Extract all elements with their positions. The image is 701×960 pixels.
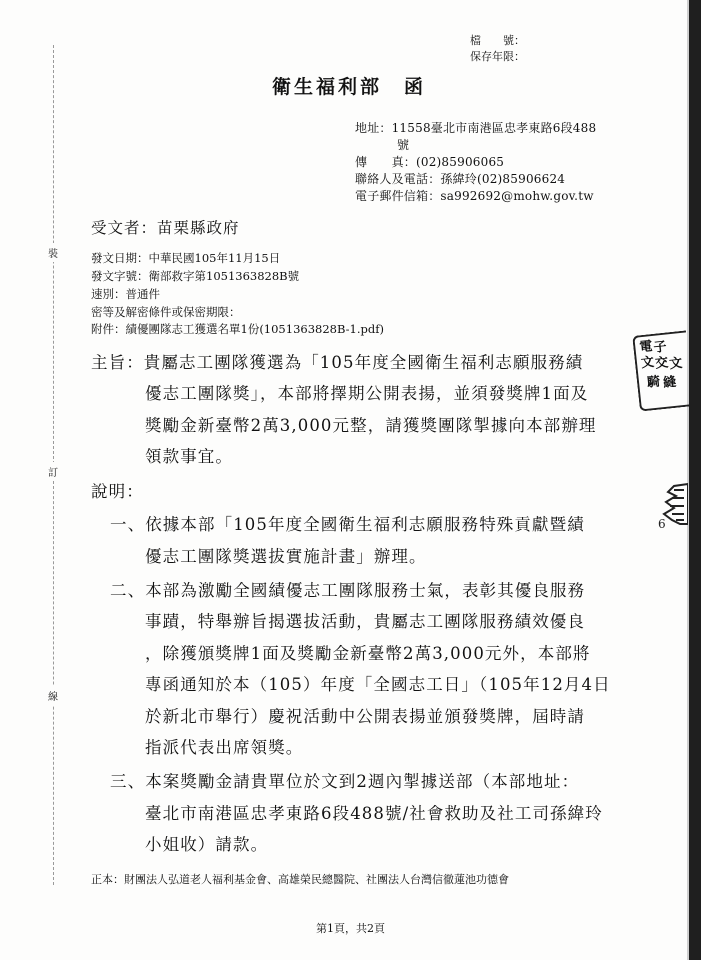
retention-period-label: 保存年限：	[470, 50, 525, 63]
explanation-line: ，除獲頒獎牌1面及獎勵金新臺幣2萬3,000元外，本部將	[145, 644, 591, 663]
explanation-line: 一、依據本部「105年度全國衛生福利志願服務特殊貢獻暨績	[110, 515, 585, 534]
stamp-char: 子	[652, 339, 668, 356]
stamp-char: 交	[654, 355, 669, 372]
explanation-line: 事蹟，特舉辦旨揭選拔活動，貴屬志工團隊服務績效優良	[145, 612, 585, 631]
subject-line: 獎勵金新臺幣2萬3,000元整，請獲獎團隊掣據向本部辦理	[145, 416, 597, 435]
subject-line: 優志工團隊獎」，本部將擇期公開表揚，並須發獎牌1面及	[145, 384, 589, 403]
explanation-line: 臺北市南港區忠孝東路6段488號/社會救助及社工司孫緯玲	[145, 804, 603, 823]
stamp-char: 騎	[646, 374, 661, 391]
binding-mark-zhuang: 裝	[48, 243, 58, 262]
secrecy-conditions: 密等及解密條件或保密期限：	[91, 305, 241, 319]
explanation-line: 三、本案獎勵金請貴單位於文到2週內掣據送部（本部地址：	[110, 772, 580, 791]
binding-mark-ding: 訂	[48, 462, 58, 481]
document-number: 發文字號：衛部救字第1051363828B號	[91, 269, 300, 283]
seal-number: 6	[658, 517, 666, 528]
explanation-line: 優志工團隊獎選拔實施計畫」辦理。	[145, 547, 427, 566]
explanation-line: 小姐收）請款。	[145, 835, 269, 854]
document-title: 衛生福利部 函	[272, 76, 427, 98]
page-number: 第1頁，共2頁	[316, 922, 385, 935]
file-number-label: 檔 號：	[470, 34, 525, 47]
sender-fax: 傳 真：(02)85906065	[355, 155, 505, 169]
sender-email: 電子郵件信箱：sa992692@mohw.gov.tw	[355, 189, 594, 203]
copies-to: 正本：財團法人弘道老人福利基金會、高雄榮民總醫院、社團法人台灣信徹蓮池功德會	[91, 873, 509, 886]
subject-line: 主旨：貴屬志工團隊獲選為「105年度全國衛生福利志願服務績	[91, 353, 584, 372]
explanation-line: 專函通知於本（105）年度「全國志工日」（105年12月4日	[145, 675, 611, 694]
sender-address-line1: 地址：11558臺北市南港區忠孝東路6段488	[355, 121, 597, 135]
stamp-char: 文	[640, 354, 655, 372]
attachment: 附件：績優團隊志工獲選名單1份(1051363828B-1.pdf)	[91, 322, 384, 336]
explanation-line: 於新北市舉行）慶祝活動中公開表揚並頒發獎牌，屆時請	[145, 707, 585, 726]
page-seal-mark	[650, 480, 688, 528]
binding-mark-xian: 線	[48, 686, 58, 705]
stamp-char: 文	[668, 355, 684, 373]
page-edge-shadow	[689, 0, 701, 960]
explanation-heading: 說明：	[91, 482, 144, 501]
delivery-speed: 速別：普通件	[91, 287, 160, 301]
issue-date: 發文日期：中華民國105年11月15日	[91, 251, 281, 265]
sender-address-line2: 號	[397, 138, 410, 152]
subject-line: 領款事宜。	[145, 447, 233, 466]
explanation-line: 二、本部為激勵全國績優志工團隊服務士氣，表彰其優良服務	[110, 581, 586, 600]
stamp-char: 縫	[662, 374, 678, 391]
recipient: 受文者：苗栗縣政府	[91, 219, 240, 237]
electronic-document-seam-stamp	[632, 330, 694, 411]
explanation-line: 指派代表出席領獎。	[145, 738, 304, 757]
stamp-char: 電	[638, 339, 654, 356]
sender-contact: 聯絡人及電話：孫緯玲(02)85906624	[355, 172, 566, 186]
